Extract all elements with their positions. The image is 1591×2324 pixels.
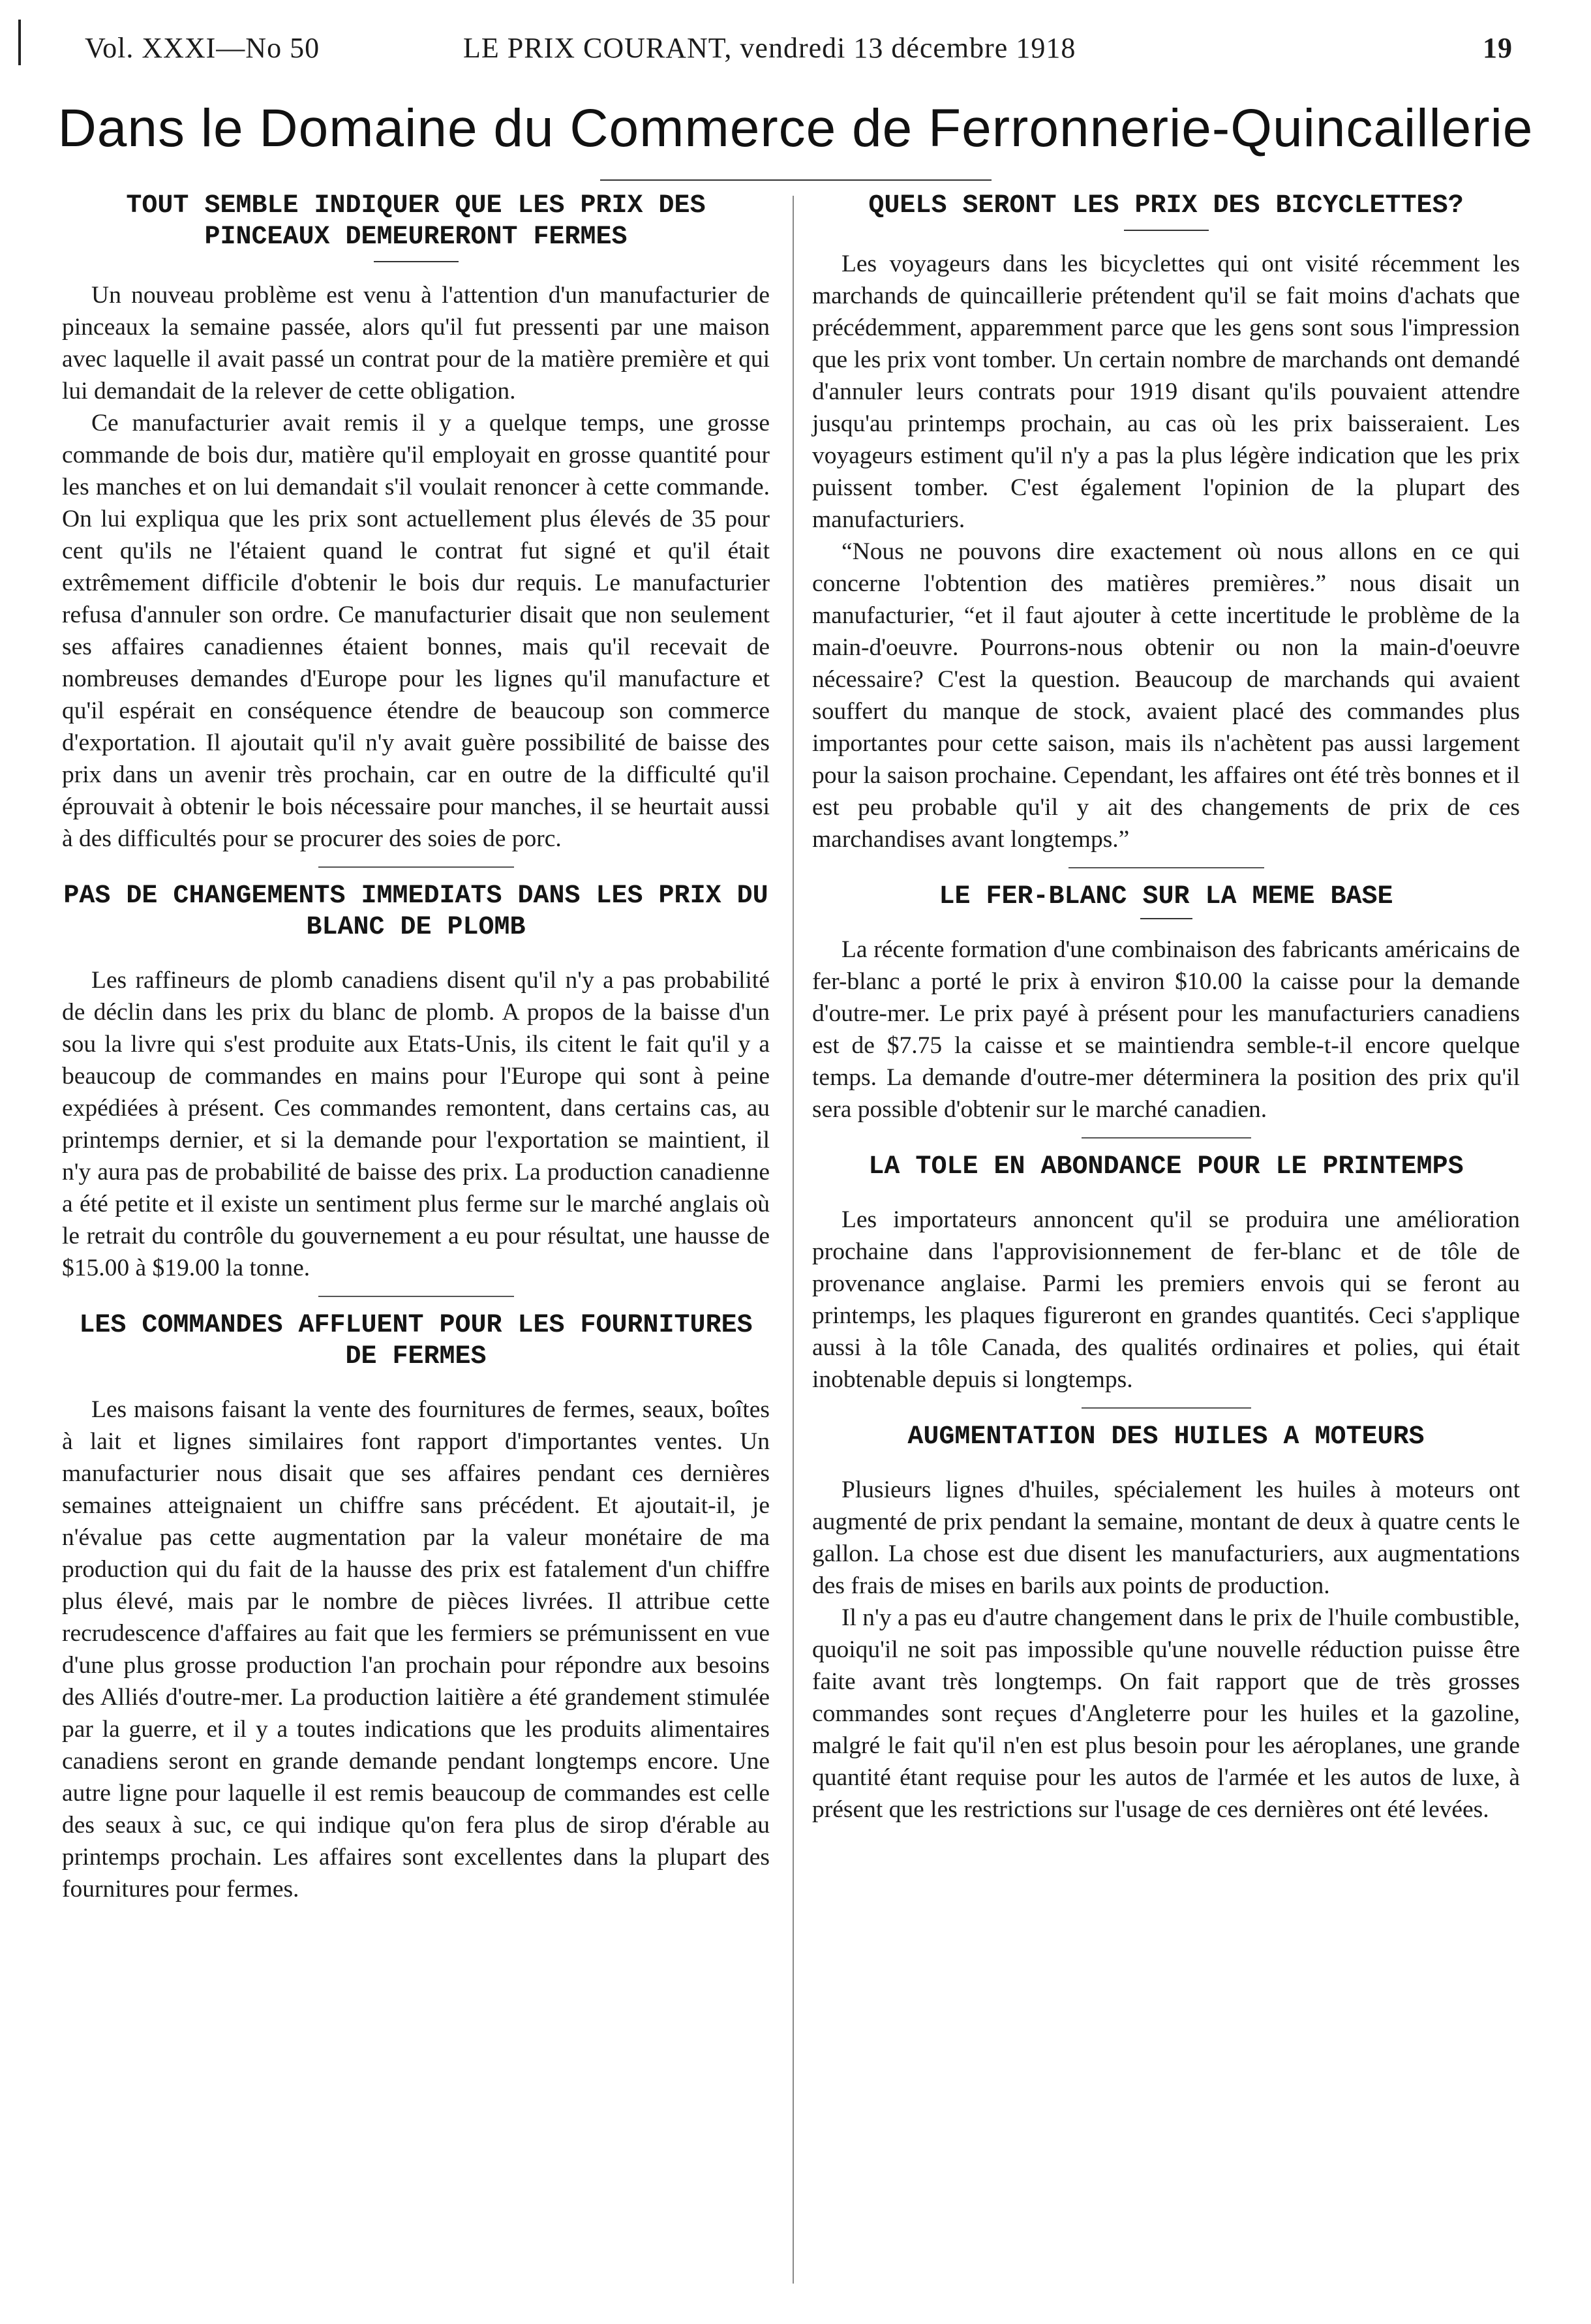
article-paragraph: Il n'y a pas eu d'autre changement dans le prix de l'huile combustible, quoiqu'il ne soit pas impossible qu'une nouvelle réduction puisse être faite avant très longtemps. On fait rapport que de très grosses commandes sont reçues d'Angleterre pour les huiles et la gazoline, malgré le fait qu'il n'en est plus besoin pour les aéroplanes, une grande quantité étant requise pour les autos de l'armée et les autos de luxe, à présent que les restrictions sur l'usage de ces dernières ont été levées. (812, 1604, 1520, 1823)
article-headline: QUELS SERONT LES PRIX DES BICYCLETTES? (868, 191, 1464, 221)
article-tole (812, 1152, 1520, 1396)
article-paragraph: Ce manufacturier avait remis il y a quelque temps, une grosse commande de bois dur, matière qu'il employait en grosse quantité pour les manches et on lui demandait s'il voulait renoncer à cette commande. On lui expliqua que les prix sont actuellement plus élevés de 35 pour cent qu'ils ne l'étaient quand le contrat fut signé et qu'il était extrêmement difficile d'obtenir le bois dur requis. Le manufacturier refusa d'annuler son ordre. Ce manufacturier disait que non seulement ses affaires canadiennes étaient bonnes, mais qu'il recevait de nombreuses demandes d'Europe pour les lignes qu'il manufacture et qu'il espérait en conséquence étendre de beaucoup son commerce d'exportation. Il ajoutait qu'il n'y avait guère possibilité de baisse des prix dans un avenir très prochain, car en outre de la difficulté qu'il éprouvait à obtenir le bois nécessaire pour manches, il se heurtait aussi à des difficultés pour se procurer des soies de porc. (62, 410, 770, 852)
article-fournitures-fermes (62, 1310, 770, 1905)
article-fer-blanc (812, 881, 1520, 1125)
article-bicyclettes (812, 191, 1520, 855)
section-title: Dans le Domaine du Commerce de Ferronnerie-Quincaillerie (57, 99, 1534, 158)
article-headline: LE FER-BLANC SUR LA MEME BASE (939, 882, 1393, 911)
article-paragraph: Les maisons faisant la vente des fournitures de fermes, seaux, boîtes à lait et lignes similaires font rapport d'importantes ventes. Un manufacturier nous disait que ses affaires pendant ces dernières semaines atteignaient un chiffre sans précédent. Et ajoutait-il, je n'évalue pas cette augmentation par la valeur monétaire de ma production qui du fait de la hausse des prix est fatalement d'un chiffre plus élevé, mais par le nombre de pièces livrées. Il attribue cette recrudescence d'affaires au fait que les fermiers se prémunissent en vue d'une plus grosse production l'an prochain pour répondre aux besoins des Alliés d'outre-mer. La production laitière a été grandement stimulée par la guerre, et il y a toutes indications que les produits alimentaires canadiens seront en grande demande pendant longtemps encore. Une autre ligne pour laquelle il est remis beaucoup de commandes est celle des seaux à suc, ce qui indique qu'on fera plus de sirop d'érable au printemps prochain. Les affaires sont excellentes dans la plupart des fournitures pour fermes. (62, 1396, 770, 1903)
margin-rule (18, 20, 21, 65)
page-number: 19 (1483, 32, 1513, 64)
publication-dateline: LE PRIX COURANT, vendredi 13 décembre 1918 (463, 32, 1076, 64)
article-headline: AUGMENTATION DES HUILES A MOTEURS (907, 1422, 1425, 1452)
article-paragraph: Plusieurs lignes d'huiles, spécialement les huiles à moteurs ont augmenté de prix pendant la semaine, montant de deux à quatre cents le gallon. La chose est due disent les manufacturiers, aux augmentations des frais de mises en barils aux points de production. (812, 1476, 1520, 1599)
article-paragraph: Les importateurs annoncent qu'il se produira une amélioration prochaine dans l'approvisionnement de fer-blanc et de tôle de provenance anglaise. Parmi les premiers envois qui se feront au printemps, les plaques figureront en grandes quantités. Ceci s'applique aussi à la tôle Canada, des qualités ordinaires et polies, qui était inobtenable depuis si longtemps. (812, 1206, 1520, 1393)
headline-rule (374, 261, 459, 262)
running-header (85, 31, 1513, 77)
article-headline: TOUT SEMBLE INDIQUER QUE LES PRIX DES PINCEAUX DEMEURERONT FERMES (126, 191, 706, 252)
article-separator (1068, 867, 1264, 868)
article-separator (1082, 1407, 1251, 1409)
article-headline: PAS DE CHANGEMENTS IMMEDIATS DANS LES PRIX DU BLANC DE PLOMB (63, 881, 768, 942)
article-separator (318, 866, 514, 868)
headline-rule (1140, 918, 1192, 919)
left-column (62, 191, 770, 1905)
article-paragraph: Les voyageurs dans les bicyclettes qui ont visité récemment les marchands de quincaillerie prétendent qu'il se fait moins d'achats que précédemment, apparemment parce que les gens sont sous l'impression que les prix vont tomber. Un certain nombre de marchands ont demandé d'annuler leurs contrats pour 1919 disant qu'ils pouvaient attendre jusqu'au printemps prochain, au cas où les prix baisseraient. Les voyageurs estiment qu'il n'y a pas la plus légère indication que les prix puissent tomber. C'est également l'opinion de la plupart des manufacturiers. (812, 251, 1520, 533)
article-separator (318, 1296, 514, 1297)
article-blanc-de-plomb (62, 881, 770, 1284)
article-paragraph: La récente formation d'une combinaison des fabricants américains de fer-blanc a porté le prix à environ $10.00 la caisse pour la demande d'outre-mer. Le prix payé à présent pour les manufacturiers canadiens est de $7.75 la caisse et se maintiendra semble-t-il encore quelque temps. La demande d'outre-mer déterminera la position des prix qu'il sera possible d'obtenir sur le marché canadien. (812, 936, 1520, 1123)
right-column (812, 191, 1520, 1826)
headline-rule (1124, 230, 1209, 231)
article-separator (1082, 1137, 1251, 1139)
article-paragraph: “Nous ne pouvons dire exactement où nous allons en ce qui concerne l'obtention des matières premières.” nous disait un manufacturier, “et il faut ajouter à cette incertitude le problème de la main-d'oeuvre. Pourrons-nous obtenir ou non la main-d'oeuvre nécessaire? C'est la question. Beaucoup de marchands qui avaient souffert du manque de stock, avaient placé des commandes plus importantes pour cette saison, mais ils n'achètent pas aussi largement pour la saison prochaine. Cependant, les affaires ont été très bonnes et il est peu probable qu'il y ait des changements de prix de ces marchandises avant longtemps.” (812, 538, 1520, 853)
column-divider (793, 196, 794, 2284)
article-pinceaux (62, 191, 770, 855)
article-paragraph: Les raffineurs de plomb canadiens disent qu'il n'y a pas probabilité de déclin dans les prix du blanc de plomb. A propos de la baisse d'un sou la livre qui s'est produite aux Etats-Unis, ils citent le fait qu'il y a beaucoup de commandes en mains pour l'Europe qui sont à peine expédiées à présent. Ces commandes remontent, dans certains cas, au printemps dernier, et si la demande pour l'exportation se maintient, il n'y aura pas de probabilité de baisse des prix. La production canadienne a été petite et il existe un sentiment plus ferme sur le marché anglais où le retrait du contrôle du gouvernement a eu pour résultat, une hausse de $15.00 à $19.00 la tonne. (62, 967, 770, 1281)
title-rule (600, 179, 992, 181)
volume-number: Vol. XXXI—No 50 (85, 32, 320, 64)
article-huiles-moteurs (812, 1422, 1520, 1826)
article-headline: LES COMMANDES AFFLUENT POUR LES FOURNITURES DE FERMES (79, 1311, 753, 1371)
article-headline: LA TOLE EN ABONDANCE POUR LE PRINTEMPS (868, 1152, 1464, 1182)
article-paragraph: Un nouveau problème est venu à l'attention d'un manufacturier de pinceaux la semaine passée, alors qu'il fut pressenti par une maison avec laquelle il avait passé un contrat pour de la matière première et qui lui demandait de la relever de cette obligation. (62, 282, 770, 405)
